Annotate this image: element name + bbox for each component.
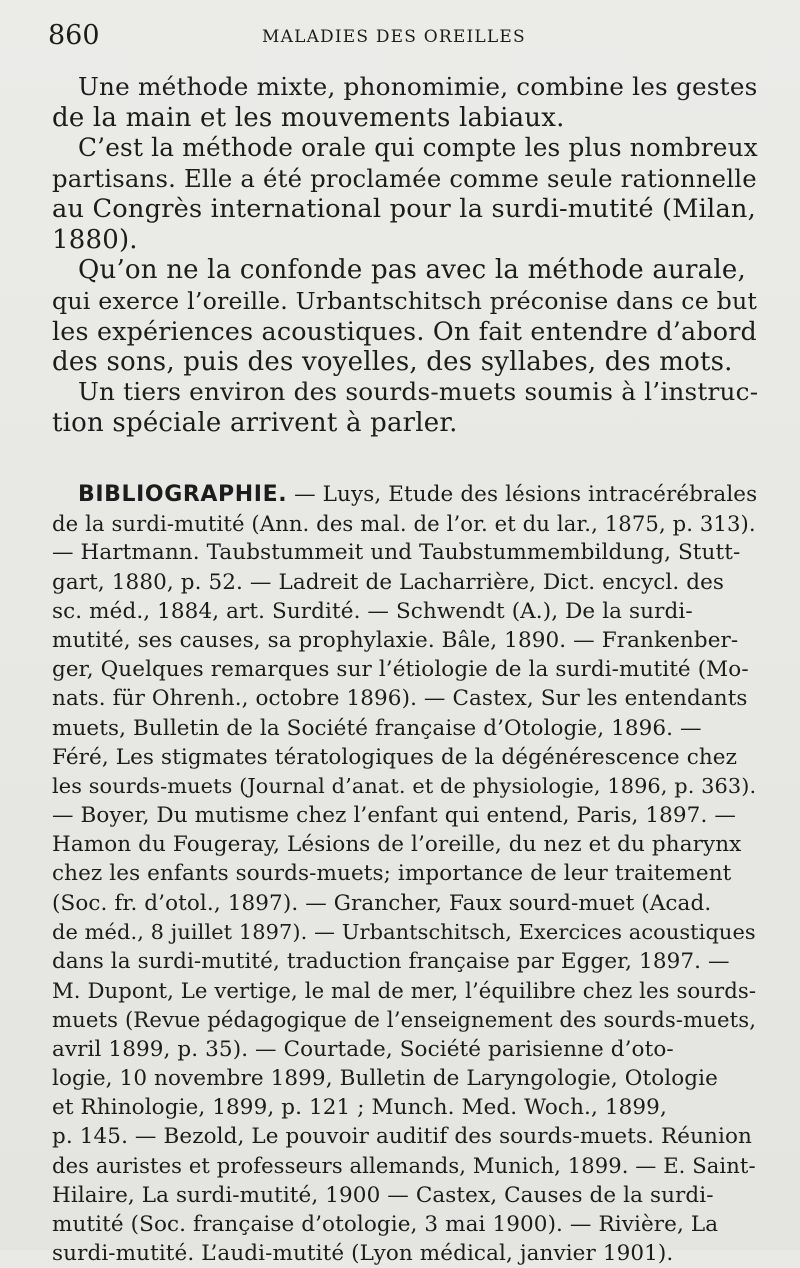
text-line: Un tiers environ des sourds-muets soumis à l’instruc- — [78, 377, 759, 406]
text-line: les expériences acoustiques. On fait entendre d’abord — [52, 316, 757, 346]
text-line: — Hartmann. Taubstummeit und Taubstummembildung, Stutt- — [52, 540, 741, 566]
text-line: (Soc. fr. d’otol., 1897). — Grancher, Faux sourd-muet (Acad. — [52, 890, 712, 916]
page-header — [48, 18, 768, 54]
bibliography — [52, 480, 760, 1268]
text-line: avril 1899, p. 35). — Courtade, Société parisienne d’oto- — [52, 1036, 674, 1062]
text-line: ger, Quelques remarques sur l’étiologie de la surdi-mutité (Mo- — [52, 657, 749, 683]
text-line: et Rhinologie, 1899, p. 121 ; Munch. Med. Woch., 1899, — [52, 1094, 667, 1120]
text-line: Qu’on ne la confonde pas avec la méthode aurale, — [78, 255, 746, 285]
text-line: surdi-mutité. L’audi-mutité (Lyon médical, janvier 1901). — [52, 1240, 674, 1266]
text-line: de méd., 8 juillet 1897). — Urbantschitsch, Exercices acoustiques — [52, 919, 756, 944]
text-line: tion spéciale arrivent à parler. — [52, 407, 458, 438]
text-line: muets (Revue pédagogique de l’enseignement des sourds-muets, — [52, 1007, 757, 1033]
text-line: chez les enfants sourds-muets; importance de leur traitement — [52, 861, 732, 887]
text-line: gart, 1880, p. 52. — Ladreit de Lacharrière, Dict. encycl. des — [52, 569, 725, 595]
text-line: p. 145. — Bezold, Le pouvoir auditif des sourds-muets. Réunion — [52, 1124, 752, 1150]
text-line: les sourds-muets (Journal d’anat. et de physiologie, 1896, p. 363). — [52, 773, 757, 798]
text-line: sc. méd., 1884, art. Surdité. — Schwendt (A.), De la surdi- — [52, 598, 693, 624]
text-line: des sons, puis des voyelles, des syllabes, des mots. — [52, 346, 733, 377]
text-line: de la main et les mouvements labiaux. — [52, 102, 565, 133]
text-line: Féré, Les stigmates tératologiques de la dégénérescence chez — [52, 744, 738, 770]
text-line: au Congrès international pour la surdi-mutité (Milan, — [52, 194, 756, 224]
main-text — [52, 72, 760, 438]
text-line: — Boyer, Du mutisme chez l’enfant qui entend, Paris, 1897. — — [52, 803, 736, 829]
bibliography-first-line — [52, 480, 760, 509]
page-number: 860 — [48, 20, 100, 51]
text-line: M. Dupont, Le vertige, le mal de mer, l’équilibre chez les sourds- — [52, 978, 757, 1004]
running-head: MALADIES DES OREILLES — [262, 27, 526, 47]
text-line: C’est la méthode orale qui compte les plus nombreux — [78, 133, 758, 162]
text-line: qui exerce l’oreille. Urbantschitsch préconise dans ce but — [52, 286, 758, 315]
text-line: — Luys, Etude des lésions intracérébrales — [294, 482, 758, 507]
text-line: de la surdi-mutité (Ann. des mal. de l’or. et du lar., 1875, p. 313). — [52, 511, 756, 537]
text-line: mutité (Soc. française d’otologie, 3 mai 1900). — Rivière, La — [52, 1211, 719, 1237]
text-line: mutité, ses causes, sa prophylaxie. Bâle, 1890. — Frankenber- — [52, 627, 739, 653]
text-line: partisans. Elle a été proclamée comme seule rationnelle — [52, 163, 757, 193]
text-line: Hamon du Fougeray, Lésions de l’oreille, du nez et du pharynx — [52, 832, 742, 858]
text-line: nats. für Ohrenh., octobre 1896). — Castex, Sur les entendants — [52, 686, 748, 712]
text-line: des auristes et professeurs allemands, Munich, 1899. — E. Saint- — [52, 1153, 756, 1179]
text-line: muets, Bulletin de la Société française d’Otologie, 1896. — — [52, 715, 702, 741]
text-line: Une méthode mixte, phonomimie, combine les gestes — [78, 72, 758, 101]
text-line: 1880). — [52, 224, 138, 255]
text-line: logie, 10 novembre 1899, Bulletin de Laryngologie, Otologie — [52, 1065, 718, 1091]
bibliography-heading: BIBLIOGRAPHIE. — [78, 482, 288, 507]
text-line: dans la surdi-mutité, traduction française par Egger, 1897. — — [52, 949, 730, 974]
text-line: Hilaire, La surdi-mutité, 1900 — Castex, Causes de la surdi- — [52, 1182, 714, 1208]
